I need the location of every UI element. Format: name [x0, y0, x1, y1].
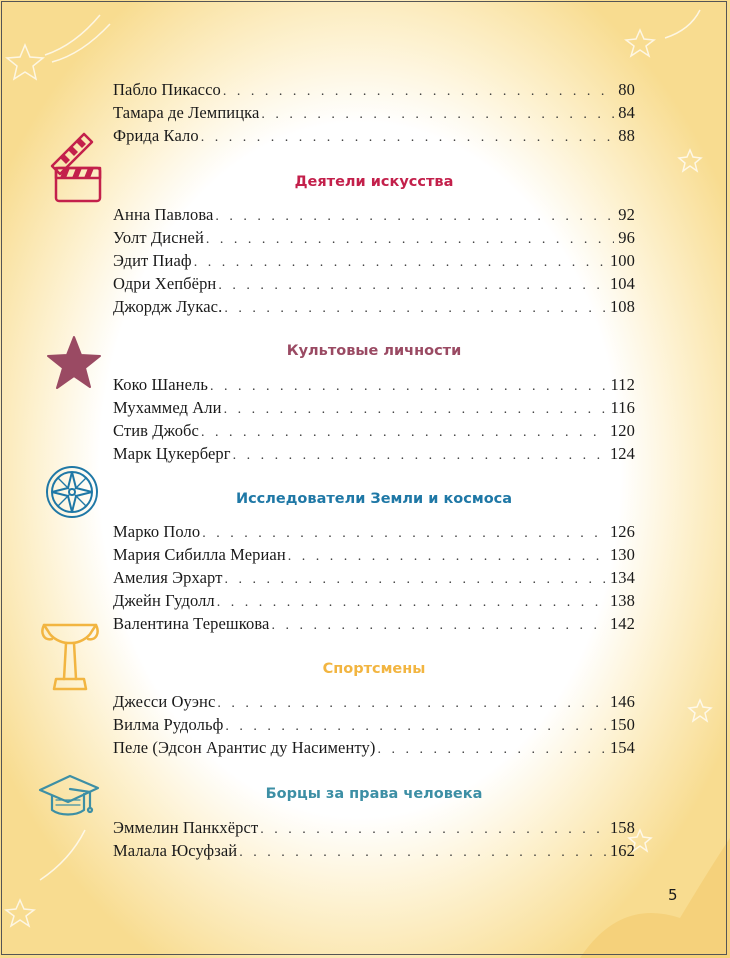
- dot-leader: [239, 845, 606, 861]
- dot-leader: [194, 255, 606, 271]
- toc-entry[interactable]: [113, 398, 635, 420]
- entry-name: Мухаммед Али: [113, 398, 222, 417]
- entry-page: 142: [609, 614, 635, 633]
- entry-name: Валентина Терешкова: [113, 614, 270, 633]
- toc-entry[interactable]: [113, 274, 635, 296]
- toc-entry[interactable]: [113, 251, 635, 273]
- entry-page: 158: [609, 818, 635, 837]
- entry-name: Марк Цукерберг: [113, 444, 231, 463]
- entry-page: 108: [609, 297, 635, 316]
- toc-entry[interactable]: [113, 103, 635, 125]
- entry-page: 138: [609, 591, 635, 610]
- entry-name: Малала Юсуфзай: [113, 841, 238, 860]
- entry-name: Стив Джобс: [113, 421, 199, 440]
- toc-entry[interactable]: [113, 228, 635, 250]
- entry-page: 112: [610, 375, 635, 394]
- entry-page: 84: [618, 103, 635, 122]
- toc-entry[interactable]: [113, 297, 635, 319]
- dot-leader: [225, 719, 606, 735]
- dot-leader: [288, 549, 606, 565]
- section-title-cult: Культовые личности: [286, 343, 462, 359]
- entry-name: Коко Шанель: [113, 375, 208, 394]
- entry-name: Джейн Гудолл: [113, 591, 215, 610]
- entry-page: 92: [618, 205, 635, 224]
- entry-page: 162: [609, 841, 635, 860]
- dot-leader: [224, 301, 606, 317]
- entry-page: 154: [609, 738, 635, 757]
- dot-leader: [233, 448, 606, 464]
- dot-leader: [224, 402, 607, 418]
- dot-leader: [210, 379, 607, 395]
- entry-page: 104: [609, 274, 635, 293]
- toc-entry[interactable]: [113, 568, 635, 590]
- dot-leader: [201, 425, 606, 441]
- toc-entry[interactable]: [113, 715, 635, 737]
- entry-page: 134: [609, 568, 635, 587]
- compass-icon: [42, 462, 102, 522]
- entry-page: 146: [609, 692, 635, 711]
- toc-entry[interactable]: [113, 126, 635, 148]
- dot-leader: [225, 572, 606, 588]
- entry-name: Пабло Пикассо: [113, 80, 221, 99]
- toc-entry[interactable]: [113, 375, 635, 397]
- dot-leader: [215, 209, 614, 225]
- entry-name: Одри Хепбёрн: [113, 274, 217, 293]
- entry-page: 96: [618, 228, 635, 247]
- entry-page: 120: [609, 421, 635, 440]
- entry-name: Фрида Кало: [113, 126, 199, 145]
- page-number: 5: [668, 886, 678, 904]
- entry-name: Пеле (Эдсон Арантис ду Насименту): [113, 738, 376, 757]
- section-title-explorers: Исследователи Земли и космоса: [235, 491, 513, 507]
- dot-leader: [217, 595, 606, 611]
- dot-leader: [218, 278, 606, 294]
- toc-entry[interactable]: [113, 614, 635, 636]
- dot-leader: [201, 130, 615, 146]
- trophy-icon: [38, 617, 102, 695]
- toc-entry[interactable]: [113, 692, 635, 714]
- entry-name: Тамара де Лемпицка: [113, 103, 260, 122]
- graduation-cap-icon: [36, 770, 102, 824]
- toc-entry[interactable]: [113, 205, 635, 227]
- entry-page: 130: [609, 545, 635, 564]
- section-title-arts: Деятели искусства: [294, 174, 454, 190]
- dot-leader: [202, 526, 606, 542]
- dot-leader: [206, 232, 614, 248]
- entry-page: 150: [609, 715, 635, 734]
- entry-page: 124: [609, 444, 635, 463]
- toc-entry[interactable]: [113, 738, 635, 760]
- entry-page: 80: [618, 80, 635, 99]
- entry-name: Джордж Лукас.: [113, 297, 223, 316]
- entry-name: Эммелин Панкхёрст: [113, 818, 259, 837]
- star-icon: [44, 333, 104, 393]
- dot-leader: [223, 84, 614, 100]
- toc-entry[interactable]: [113, 444, 635, 466]
- toc-entry[interactable]: [113, 545, 635, 567]
- entry-page: 100: [609, 251, 635, 270]
- entry-page: 88: [618, 126, 635, 145]
- dot-leader: [260, 822, 606, 838]
- toc-entry[interactable]: [113, 818, 635, 840]
- toc-entry[interactable]: [113, 80, 635, 102]
- clapperboard-icon: [44, 128, 110, 206]
- entry-name: Амелия Эрхарт: [113, 568, 223, 587]
- dot-leader: [271, 618, 605, 634]
- section-title-rights: Борцы за права человека: [265, 786, 483, 802]
- section-title-sports: Спортсмены: [322, 661, 426, 677]
- toc-entry[interactable]: [113, 591, 635, 613]
- entry-page: 126: [609, 522, 635, 541]
- entry-name: Марко Поло: [113, 522, 201, 541]
- entry-name: Уолт Дисней: [113, 228, 204, 247]
- entry-name: Джесси Оуэнс: [113, 692, 216, 711]
- entry-name: Анна Павлова: [113, 205, 214, 224]
- toc-entry[interactable]: [113, 421, 635, 443]
- entry-page: 116: [610, 398, 635, 417]
- dot-leader: [377, 742, 606, 758]
- entry-name: Мария Сибилла Мериан: [113, 545, 286, 564]
- entry-name: Эдит Пиаф: [113, 251, 192, 270]
- toc-entry[interactable]: [113, 841, 635, 863]
- dot-leader: [261, 107, 614, 123]
- entry-name: Вилма Рудольф: [113, 715, 224, 734]
- toc-entry[interactable]: [113, 522, 635, 544]
- dot-leader: [217, 696, 606, 712]
